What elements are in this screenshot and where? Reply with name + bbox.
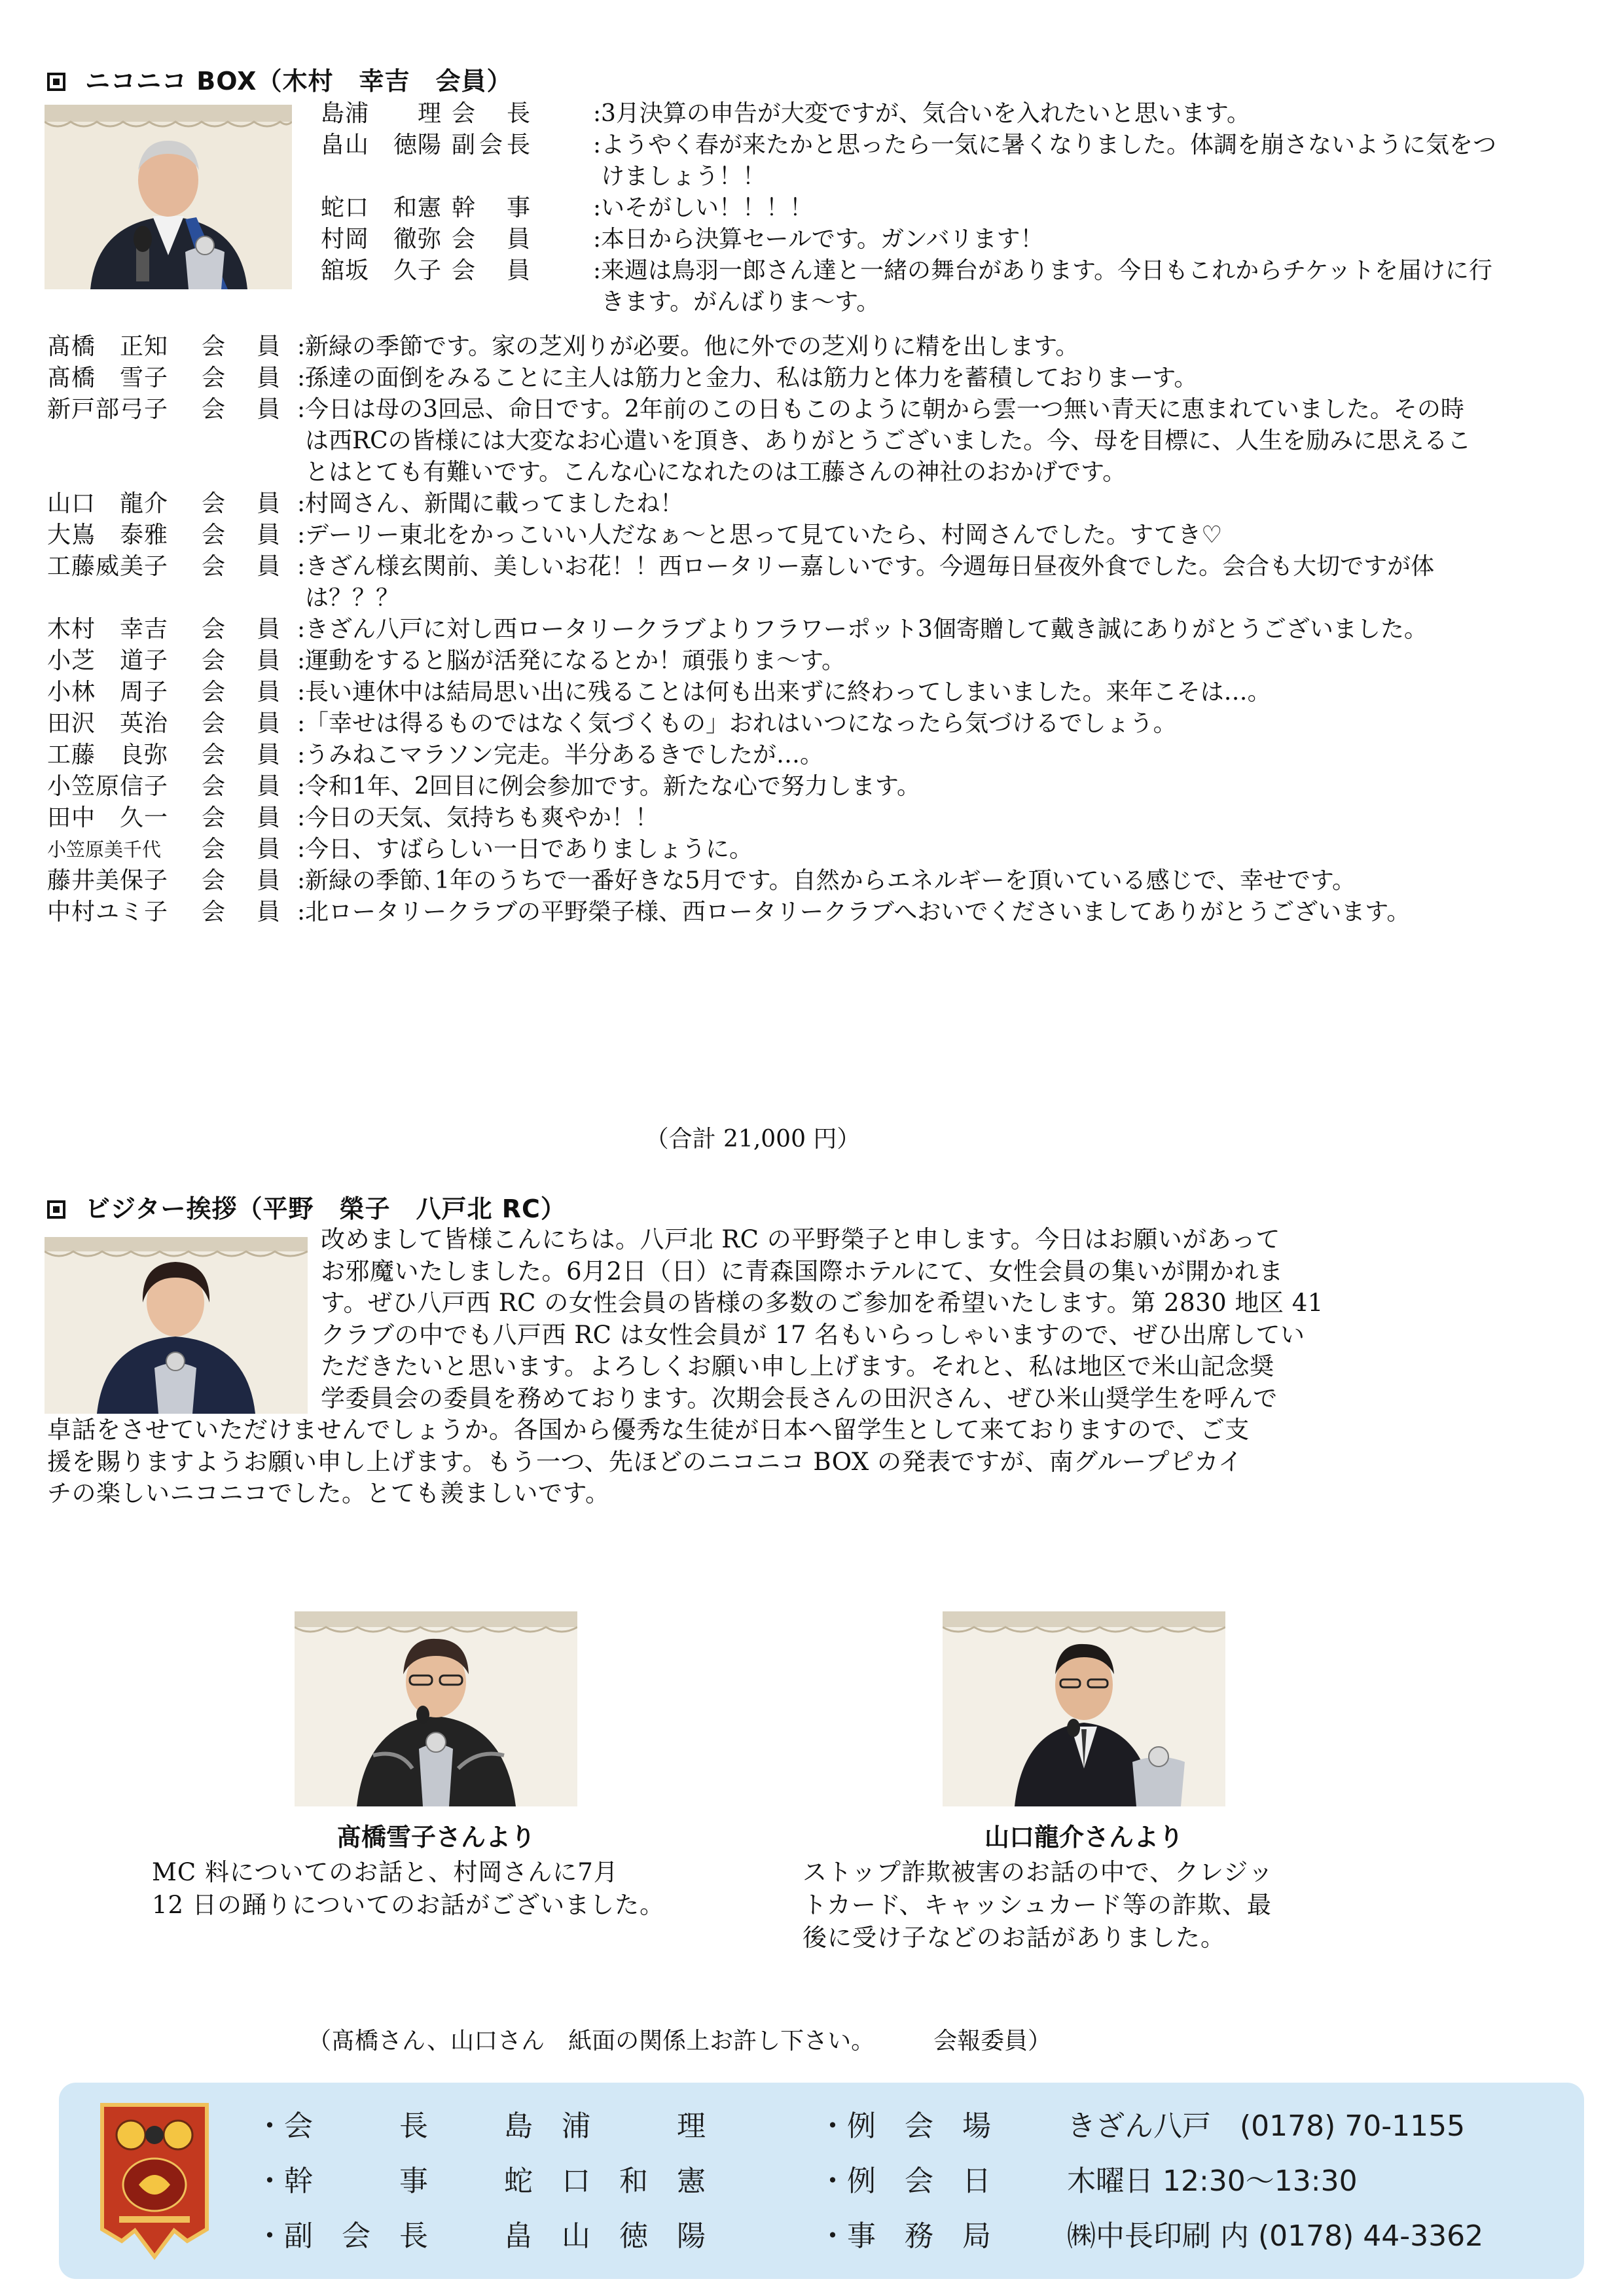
niconico-total: （合計 21,000 円） (645, 1126, 861, 1153)
entry-name: 髙橋 雪子 (47, 365, 169, 391)
entry-comment: きざん様玄関前、美しいお花！！西ロータリー嘉しいです。今週毎日昼夜外食でした。会合も大切ですが体は？？？ (305, 553, 1435, 611)
entry-role: 会 員 (202, 710, 285, 737)
entry-role: 会 員 (202, 616, 285, 643)
entry-name: 田沢 英治 (47, 710, 169, 737)
entry-role: 会 員 (202, 804, 285, 831)
footer-label-secretary: ・幹 事 (255, 2164, 428, 2198)
entry-role: 会 員 (202, 867, 285, 894)
entry-row: 工藤威美子 会 員 : きざん様玄関前、美しいお花！！西ロータリー嘉しいです。今週毎日昼夜外食でした。会合も大切ですが体は？？？ (47, 551, 1487, 614)
visitor-line: 援を賜りますようお願い申し上げます。もう一つ、先ほどのニコニコ BOX の発表ですが、南グループピカイ (47, 1447, 1243, 1476)
entry-comment: 3月決算の申告が大変ですが、気合いを入れたいと思います。 (601, 100, 1251, 127)
footer-info-box (59, 2083, 1584, 2279)
footer-label-office: ・事 務 局 (818, 2219, 991, 2253)
entry-comment: 新緑の季節､1年のうちで一番好きな5月です。自然からエネルギーを頂いている感じで、幸せです。 (305, 867, 1356, 894)
entry-row: 大嶌 泰雅 会 員 : デーリー東北をかっこいい人だなぁ〜と思って見ていたら、村岡さんでした。すてき♡ (47, 520, 1487, 551)
visitor-line: す。ぜひ八戸西 RC の女性会員の皆様の多数のご参加を希望いたします。第 2830 地区 41 (321, 1289, 1324, 1317)
club-banner-logo (97, 2101, 212, 2261)
entry-row: 藤井美保子 会 員 : 新緑の季節､1年のうちで一番好きな5月です。自然からエネルギーを頂いている感じで、幸せです。 (47, 865, 1487, 897)
speaker-line: ストップ詐欺被害のお話の中で、クレジッ (803, 1858, 1274, 1886)
square-bullet-icon (47, 73, 65, 91)
entry-name: 中村ユミ子 (47, 899, 169, 925)
footer-value-office: ㈱中長印刷 内 (0178) 44-3362 (1067, 2219, 1484, 2253)
entry-row: 山口 龍介 会 員 : 村岡さん、新聞に載ってましたね！ (47, 488, 1487, 520)
speaker-text-takahashi (152, 1856, 754, 1922)
entry-row: 村岡 徹弥 会 員 : 本日から決算セールです。ガンバリます！ (321, 224, 1499, 255)
entry-role: 会 員 (202, 365, 285, 391)
square-bullet-icon (47, 1200, 65, 1219)
entry-comment: 北ロータリークラブの平野榮子様、西ロータリークラブへおいでくださいましてありがとうございます。 (305, 899, 1411, 925)
speaker-name-yamaguchi: 山口龍介さんより (984, 1823, 1183, 1852)
entry-comment: いそがしい！！！！ (601, 194, 814, 221)
entry-comment: ようやく春が来たかと思ったら一気に暑くなりました。体調を崩さないように気をつけましょう！！ (601, 132, 1497, 190)
footer-label-meeting-day: ・例 会 日 (818, 2164, 991, 2198)
entry-role: 会 員 (202, 522, 285, 548)
entry-name: 新戸部弓子 (47, 396, 169, 423)
visitor-text-bottom (47, 1414, 1474, 1510)
speaker-line: 後に受け子などのお話がありました。 (803, 1924, 1225, 1952)
entry-role: 会 員 (202, 773, 285, 800)
entry-name: 小芝 道子 (47, 647, 169, 674)
entry-role: 会 員 (202, 742, 285, 768)
entry-name: 大嶌 泰雅 (47, 522, 169, 548)
entry-comment: 令和1年、2回目に例会参加です。新たな心で努力します。 (305, 773, 921, 800)
visitor-line: チの楽しいニコニコでした。とても羨ましいです。 (47, 1479, 610, 1507)
entry-comment: 本日から決算セールです。ガンバリます！ (601, 226, 1044, 253)
entry-comment: 新緑の季節です。家の芝刈りが必要。他に外での芝刈りに精を出します。 (305, 333, 1079, 360)
entry-role: 会 員 (452, 257, 535, 284)
footer-value-venue: きざん八戸 (0178) 70-1155 (1067, 2109, 1466, 2143)
entry-role: 会 員 (202, 679, 285, 706)
entry-comment: 「幸せは得るものではなく気づくもの」おれはいつになったら気づけるでしょう。 (305, 710, 1177, 737)
entry-role: 会 員 (202, 490, 285, 517)
entry-comment: 運動をすると脳が活発になるとか！頑張りま〜す。 (305, 647, 846, 674)
entry-role: 幹 事 (452, 194, 535, 221)
entry-name: 小林 周子 (47, 679, 169, 706)
entry-role: 会 員 (202, 553, 285, 580)
visitor-text-top (321, 1224, 1473, 1414)
niconico-entries (47, 331, 1487, 928)
entry-row: 田沢 英治 会 員 : 「幸せは得るものではなく気づくもの」おれはいつになったら気づけるでしょう。 (47, 708, 1487, 740)
niconico-title-text: ニコニコ BOX（木村 幸吉 会員） (85, 67, 513, 96)
speaker-line: MC 料についてのお話と、村岡さんに7月 (152, 1858, 619, 1886)
entry-row: 木村 幸吉 会 員 : きざん八戸に対し西ロータリークラブよりフラワーポット3個寄贈して戴き誠にありがとうございました。 (47, 614, 1487, 645)
footer-label-president: ・会 長 (255, 2109, 428, 2143)
entry-row: 中村ユミ子 会 員 : 北ロータリークラブの平野榮子様、西ロータリークラブへおいでくださいましてありがとうございます。 (47, 897, 1487, 928)
entry-row: 蛇口 和憲 幹 事 : いそがしい！！！！ (321, 192, 1499, 224)
entry-name: 髙橋 正知 (47, 333, 169, 360)
entry-name: 蛇口 和憲 (321, 194, 442, 221)
footer-value-president: 島 浦 理 (504, 2109, 706, 2143)
visitor-line: ただきたいと思います。よろしくお願い申し上げます。それと、私は地区で米山記念奨 (321, 1352, 1274, 1380)
photo-takahashi (295, 1611, 577, 1806)
speaker-name-takahashi: 髙橋雪子さんより (336, 1823, 535, 1852)
entry-name: 木村 幸吉 (47, 616, 169, 643)
niconico-section-title (47, 61, 512, 97)
entry-comment: 今日、すばらしい一日でありましょうに。 (305, 836, 753, 863)
entry-name: 畠山 徳陽 (321, 132, 442, 158)
visitor-title-text: ビジター挨拶（平野 榮子 八戸北 RC） (85, 1194, 566, 1223)
entry-row: 新戸部弓子 会 員 : 今日は母の3回忌、命日です。2年前のこの日もこのように朝から雲一つ無い青天に恵まれていました。その時は西RCの皆様には大変なお心遣いを頂き、ありがとうございました。今、母を目標に、人生を励みに思えることはとても有難いです。こんな心になれたのは工藤さんの神社のおかげです。 (47, 394, 1487, 488)
entry-name: 山口 龍介 (47, 490, 169, 517)
entry-comment: デーリー東北をかっこいい人だなぁ〜と思って見ていたら、村岡さんでした。すてき♡ (305, 522, 1223, 548)
visitor-line: お邪魔いたしました。6月2日（日）に青森国際ホテルにて、女性会員の集いが開かれま (321, 1257, 1284, 1285)
entry-role: 会 員 (202, 333, 285, 360)
visitor-section-title (47, 1189, 566, 1225)
entry-name: 工藤 良弥 (47, 742, 169, 768)
visitor-line: 卓話をさせていただけませんでしょうか。各国から優秀な生徒が日本へ留学生として来ておりますので、ご支 (47, 1416, 1250, 1444)
entry-name: 島浦 理 (321, 100, 442, 127)
photo-yamaguchi (943, 1611, 1225, 1806)
visitor-line: 学委員会の委員を務めております。次期会長さんの田沢さん、ぜひ米山奨学生を呼んで (321, 1384, 1278, 1412)
entry-role: 会 長 (452, 100, 535, 127)
speaker-line: 12 日の踊りについてのお話がございました。 (152, 1891, 665, 1919)
entry-name: 舘坂 久子 (321, 257, 442, 284)
entry-row: 畠山 徳陽 副会長 : ようやく春が来たかと思ったら一気に暑くなりました。体調を崩さないように気をつけましょう！！ (321, 130, 1499, 192)
entry-role: 会 員 (202, 396, 285, 423)
photo-hirano (45, 1237, 308, 1414)
entry-role: 会 員 (452, 226, 535, 253)
entry-comment: うみねこマラソン完走。半分あるきでしたが…。 (305, 742, 824, 768)
entry-comment: 孫達の面倒をみることに主人は筋力と金力、私は筋力と体力を蓄積しておりまーす。 (305, 365, 1198, 391)
footer-label-venue: ・例 会 場 (818, 2109, 991, 2143)
speaker-line: トカード、キャッシュカード等の詐欺、最 (803, 1891, 1272, 1919)
entry-row: 工藤 良弥 会 員 : うみねこマラソン完走。半分あるきでしたが…。 (47, 740, 1487, 771)
entry-row: 小芝 道子 会 員 : 運動をすると脳が活発になるとか！頑張りま〜す。 (47, 645, 1487, 677)
entry-comment: 村岡さん、新聞に載ってましたね！ (305, 490, 684, 517)
visitor-line: クラブの中でも八戸西 RC は女性会員が 17 名もいらっしゃいますので、ぜひ出席してい (321, 1320, 1305, 1349)
entry-name: 田中 久一 (47, 804, 169, 831)
entry-comment: 今日の天気、気持ちも爽やか！！ (305, 804, 659, 831)
entry-name: 工藤威美子 (47, 553, 169, 580)
footer-label-vice-president: ・副 会 長 (255, 2219, 428, 2253)
entry-row: 小林 周子 会 員 : 長い連休中は結局思い出に残ることは何も出来ずに終わってしまいました。来年こそは…。 (47, 677, 1487, 708)
footer-value-vice-president: 畠 山 徳 陽 (504, 2219, 706, 2253)
entry-row: 島浦 理 会 長 : 3月決算の申告が大変ですが、気合いを入れたいと思います。 (321, 98, 1499, 130)
entry-row: 髙橋 正知 会 員 : 新緑の季節です。家の芝刈りが必要。他に外での芝刈りに精を出します。 (47, 331, 1487, 363)
entry-row: 小笠原信子 会 員 : 令和1年、2回目に例会参加です。新たな心で努力します。 (47, 771, 1487, 802)
entry-comment: 来週は鳥羽一郎さん達と一緒の舞台があります。今日もこれからチケットを届けに行きます。がんばりま〜す。 (601, 257, 1492, 315)
niconico-top-entries (321, 98, 1499, 318)
footer-value-meeting-day: 木曜日 12:30〜13:30 (1067, 2164, 1358, 2198)
footer-value-secretary: 蛇 口 和 憲 (504, 2164, 706, 2198)
entry-comment: きざん八戸に対し西ロータリークラブよりフラワーポット3個寄贈して戴き誠にありがとうございました。 (305, 616, 1428, 643)
entry-role: 副会長 (452, 132, 535, 158)
entry-row: 田中 久一 会 員 : 今日の天気、気持ちも爽やか！！ (47, 802, 1487, 834)
entry-name: 小笠原信子 (47, 773, 169, 800)
entry-row: 舘坂 久子 会 員 : 来週は鳥羽一郎さん達と一緒の舞台があります。今日もこれからチケットを届けに行きます。がんばりま〜す。 (321, 255, 1499, 318)
entry-row: 小笠原美千代 会 員 : 今日、すばらしい一日でありましょうに。 (47, 834, 1487, 865)
speaker-text-yamaguchi (803, 1856, 1405, 1954)
entry-name: 藤井美保子 (47, 867, 169, 894)
entry-comment: 長い連休中は結局思い出に残ることは何も出来ずに終わってしまいました。来年こそは…。 (305, 679, 1271, 706)
entry-role: 会 員 (202, 647, 285, 674)
entry-row: 髙橋 雪子 会 員 : 孫達の面倒をみることに主人は筋力と金力、私は筋力と体力を蓄積しておりまーす。 (47, 363, 1487, 394)
entry-name: 村岡 徹弥 (321, 226, 442, 253)
entry-role: 会 員 (202, 836, 285, 863)
entry-role: 会 員 (202, 899, 285, 925)
editor-note: （髙橋さん、山口さん 紙面の関係上お許し下さい。 会報委員） (308, 2028, 1052, 2054)
entry-name: 小笠原美千代 (47, 838, 162, 861)
entry-comment: 今日は母の3回忌、命日です。2年前のこの日もこのように朝から雲一つ無い青天に恵まれていました。その時は西RCの皆様には大変なお心遣いを頂き、ありがとうございました。今、母を目標に、人生を励みに思えることはとても有難いです。こんな心になれたのは工藤さんの神社のおかげです。 (305, 396, 1471, 486)
visitor-line: 改めまして皆様こんにちは。八戸北 RC の平野榮子と申します。今日はお願いがあって (321, 1225, 1280, 1253)
photo-kimura (45, 105, 292, 289)
